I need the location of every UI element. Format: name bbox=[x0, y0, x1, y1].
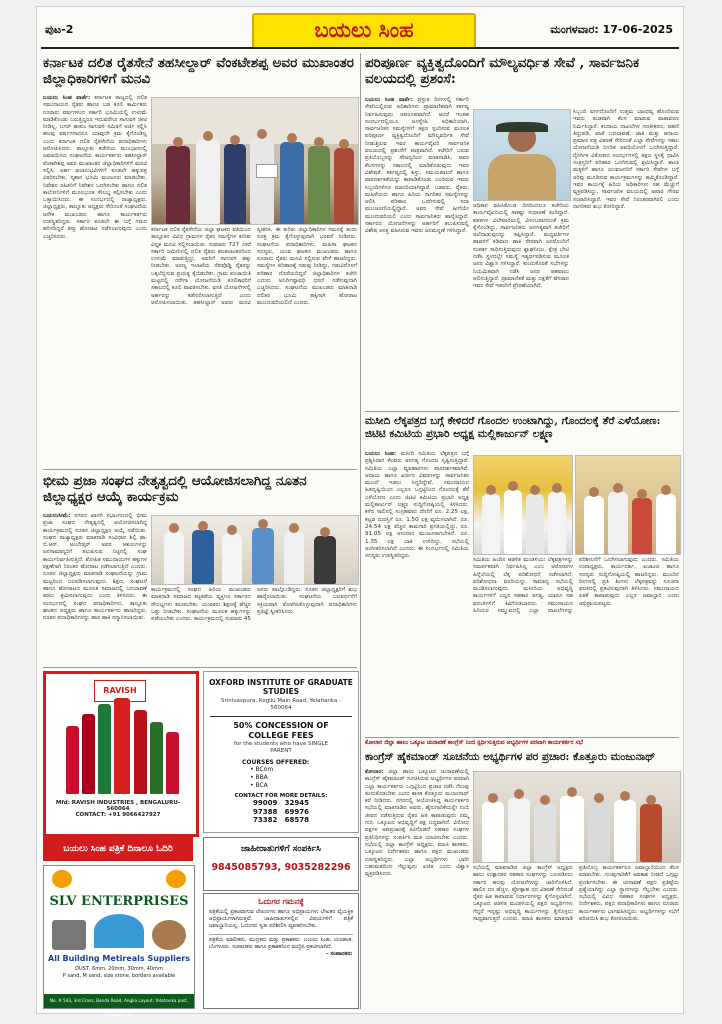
article-headline: ಕಾಂಗ್ರೆಸ್ ಹೈಕಮಾಂಡ್ ಸೂಚನೆಯ ಅಭ್ಯರ್ಥಿಗಳ ಪರ ಪ್ರಚಾರ: ಕೊತ್ತೂರು ಮಂಜುನಾಥ್ bbox=[365, 751, 656, 763]
article-headline: ಮಸೀದಿ ಲೆಕ್ಕಪತ್ರದ ಬಗ್ಗೆ ಕೇಳಿದರೆ ಗೊಂದಲ ಉಂಟಾಗಿದ್ದು, ಗೊಂದಲಕ್ಕೆ ತೆರೆ ಎಳೆಯೋಣ: ಜಿಟಿಟಿ ಕಮಿಟಿಯ ಪ್ರಭಾರಿ ಅಧ್ಯಕ್ಷ ಮಲ್ಲಿಕಾರ್ಜುನ್ ಲಕ್ಷ್ಮಣ bbox=[365, 415, 661, 440]
ravish-contact: CONTACT: +91 9066427927 bbox=[75, 812, 161, 818]
om-icon bbox=[52, 870, 72, 888]
article-headline: ಭೀಮ ಪ್ರಜಾ ಸಂಘದ ನೇತೃತ್ವದಲ್ಲಿ ಆಯೋಜಿಸಲಾಗಿದ್ದ ನೂತನ ಜಿಲ್ಲಾಧ್ಯಕ್ಷರ ಆಯ್ಕೆ ಕಾರ್ಯಕ್ರಮ bbox=[43, 473, 307, 506]
product-bottle-icon bbox=[166, 732, 179, 794]
masthead bbox=[37, 13, 683, 47]
article-text: ಕರ್ನಾಟಕ ರಾಜ್ಯದಲ್ಲಿ ದಲಿತ ಸಮುದಾಯದ ರೈತರು ಹಾಗೂ ಬಡ ಕೂಲಿ ಕಾರ್ಮಿಕರು ನೂರಾರು ವರ್ಷಗಳಿಂದ ಸರ್ಕಾರಿ ಭೂಮಿಯಲ್ಲಿ ಉಳುಮೆ ಮಾಡಿಕೊಂಡು ಬರುತ್ತಿದ್ದರೂ ಇದುವರೆಗೂ ಸಾಗುವಳಿ ಚೀಟಿ ನೀಡಿಲ್ಲ. ಬಗರ್ ಹುಕುಂ ಸಾಗುವಳಿ ಸಮಿತಿಗೆ ಅರ್ಜಿ ಸಲ್ಲಿಸಿ ಹಲವು ವರ್ಷಗಳಾದರೂ ಯಾವುದೇ ಕ್ರಮ ಕೈಗೊಂಡಿಲ್ಲ ಎಂದು ಕರ್ನಾಟಕ ದಲಿತ ರೈತಸೇನೆಯ ಪದಾಧಿಕಾರಿಗಳು ಆರೋಪಿಸಿದರು. ತಾಲ್ಲೂಕು ಕಚೇರಿಯ ಮುಂಭಾಗದಲ್ಲಿ ಜಮಾಯಿಸಿದ ಸಂಘಟನೆಯ ಕಾರ್ಯಕರ್ತರು ತಹಸೀಲ್ದಾರ್ ವೆಂಕಟೇಶಪ್ಪ ಅವರ ಮುಖಾಂತರ ಜಿಲ್ಲಾಧಿಕಾರಿಗಳಿಗೆ ಮನವಿ ಸಲ್ಲಿಸಿ, ಅರ್ಹ ಫಲಾನುಭವಿಗಳಿಗೆ ಕೂಡಲೇ ಹಕ್ಕುಪತ್ರ ವಿತರಿಸಬೇಕು, ಸ್ಮಶಾನ ಭೂಮಿ ಮಂಜೂರು ಮಾಡಬೇಕು, ನಿವೇಶನ ರಹಿತರಿಗೆ ನಿವೇಶನ ಒದಗಿಸಬೇಕು ಹಾಗೂ ದಲಿತ ಕಾಲೋನಿಗಳಿಗೆ ಮೂಲಭೂತ ಸೌಲಭ್ಯ ಕಲ್ಪಿಸಬೇಕು ಎಂದು ಒತ್ತಾಯಿಸಿದರು. ಈ ಸಂದರ್ಭದಲ್ಲಿ ರಾಜ್ಯಾಧ್ಯಕ್ಷರು, ಜಿಲ್ಲಾಧ್ಯಕ್ಷರು, ತಾಲ್ಲೂಕು ಅಧ್ಯಕ್ಷರು ಸೇರಿದಂತೆ ಸಂಘಟನೆಯ ಅನೇಕ ಮುಖಂಡರು ಹಾಗೂ ಕಾರ್ಯಕರ್ತರು ಉಪಸ್ಥಿತರಿದ್ದರು. ಸರ್ಕಾರ ಕೂಡಲೇ ಈ ಬಗ್ಗೆ ಗಮನ ಹರಿಸದಿದ್ದರೆ ತೀವ್ರ ಹೋರಾಟ ನಡೆಸಲಾಗುವುದು ಎಂದು ಎಚ್ಚರಿಸಿದರು. bbox=[43, 95, 147, 240]
slv-items: DUST, 6mm, 20mm, 30mm, 40mm bbox=[75, 966, 163, 972]
article-body bbox=[365, 769, 469, 1009]
column-divider bbox=[360, 53, 361, 1009]
article-text: ನಗರದ ಖಾಸಗಿ ಸಭಾಂಗಣದಲ್ಲಿ ಭೀಮ ಪ್ರಜಾ ಸಂಘದ ನೇತೃತ್ವದಲ್ಲಿ ಆಯೋಜಿಸಲಾಗಿದ್ದ ಕಾರ್ಯಕ್ರಮದಲ್ಲಿ ನೂತನ ಜಿಲ್ಲಾಧ್ಯಕ್ಷರ ಆಯ್ಕೆ ನಡೆಯಿತು. ಸಂಘದ ರಾಜ್ಯಾಧ್ಯಕ್ಷರು ಮಾತನಾಡಿ ಸಂವಿಧಾನ ಶಿಲ್ಪಿ ಡಾ. ಬಿ.ಆರ್. ಅಂಬೇಡ್ಕರ್ ಅವರ ಆಶಯಗಳನ್ನು ಜನಸಾಮಾನ್ಯರಿಗೆ ತಲುಪಿಸುವ ನಿಟ್ಟಿನಲ್ಲಿ ಸಂಘ ಕಾರ್ಯನಿರ್ವಹಿಸುತ್ತಿದೆ. ಶೋಷಿತ ಸಮುದಾಯಗಳ ಹಕ್ಕುಗಳ ರಕ್ಷಣೆಗಾಗಿ ನಿರಂತರ ಹೋರಾಟ ನಡೆಸಲಾಗುತ್ತಿದೆ ಎಂದರು. ನೂತನ ಜಿಲ್ಲಾಧ್ಯಕ್ಷರು ಮಾತನಾಡಿ ಸಂಘಟನೆಯನ್ನು ಗ್ರಾಮ ಮಟ್ಟದಿಂದ ಬಲಪಡಿಸಲಾಗುವುದು. ಶಿಕ್ಷಣ, ಸಂಘಟನೆ ಹಾಗೂ ಹೋರಾಟದ ಮೂಲಕ ಸಮಾಜದಲ್ಲಿ ಬದಲಾವಣೆ ತರಲು ಶ್ರಮಿಸಲಾಗುವುದು ಎಂದು ತಿಳಿಸಿದರು. ಈ ಸಂದರ್ಭದಲ್ಲಿ ಸಂಘದ ಪದಾಧಿಕಾರಿಗಳು, ತಾಲ್ಲೂಕು ಘಟಕದ ಅಧ್ಯಕ್ಷರು ಹಾಗೂ ಕಾರ್ಯಕರ್ತರು ಹಾಜರಿದ್ದರು. ನೂತನ ಪದಾಧಿಕಾರಿಗಳನ್ನು ಹಾರ ಹಾಕಿ ಸನ್ಮಾನಿಸಲಾಯಿತು. bbox=[43, 513, 148, 622]
product-bottle-icon bbox=[82, 714, 95, 794]
article-dateline: ಬಯಲುಸೀಮೆ: bbox=[43, 513, 71, 519]
article-body-continued: ಕರ್ನಾಟಕ ದಲಿತ ರೈತಸೇನೆಯ ಜಿಲ್ಲಾ ಘಟಕದ ವತಿಯಿಂದ ತಾಲ್ಲೂಕಿನ ವಿವಿಧ ಗ್ರಾಮಗಳ ರೈತರ ಸಮಸ್ಯೆಗಳ ಕುರಿತು ವಿಸ್ತೃತ ಮನವಿ ಸಲ್ಲಿಸಲಾಯಿತು. ಸುಮಾರು 727 ಎಕರೆ ಸರ್ಕಾರಿ ಜಮೀನಿನಲ್ಲಿ ದಲಿತ ರೈತರು ತಲತಲಾಂತರದಿಂದ ಉಳುಮೆ ಮಾಡುತ್ತಿದ್ದು, ಅವರಿಗೆ ಸಾಗುವಳಿ ಹಕ್ಕು ನೀಡಬೇಕು. ಅರಣ್ಯ ಇಲಾಖೆಯ ನೆಪವೊಡ್ಡಿ ರೈತರನ್ನು ಒಕ್ಕಲೆಬ್ಬಿಸುವ ಪ್ರಯತ್ನ ಕೈಬಿಡಬೇಕು. ಗ್ರಾಮ ಪಂಚಾಯಿತಿ ಮಟ್ಟದಲ್ಲಿ ನರೇಗಾ ಯೋಜನೆಯಡಿ ಕೂಲಿಕಾರರಿಗೆ ಸಕಾಲದಲ್ಲಿ ಕೂಲಿ ಪಾವತಿಸಬೇಕು. ವಸತಿ ಯೋಜನೆಗಳಲ್ಲಿ ಅರ್ಹರನ್ನು ಕಡೆಗಣಿಸಲಾಗುತ್ತಿದೆ ಎಂದು ಆರೋಪಿಸಲಾಯಿತು. ತಹಸೀಲ್ದಾರ್ ಅವರು ಮನವಿ ಸ್ವೀಕರಿಸಿ, ಈ ಕುರಿತು ಜಿಲ್ಲಾಧಿಕಾರಿಗಳ ಗಮನಕ್ಕೆ ತಂದು ಸೂಕ್ತ ಕ್ರಮ ಕೈಗೊಳ್ಳುವುದಾಗಿ ಭರವಸೆ ನೀಡಿದರು. ಸಂಘಟನೆಯ ಪದಾಧಿಕಾರಿಗಳು, ಮಹಿಳಾ ಘಟಕದ ಸದಸ್ಯರು, ಯುವ ಘಟಕದ ಮುಖಂಡರು ಹಾಗೂ ನೂರಾರು ರೈತರು ಮನವಿ ಸಲ್ಲಿಸುವ ವೇಳೆ ಹಾಜರಿದ್ದರು. ಸಮಸ್ಯೆಗಳ ಪರಿಹಾರಕ್ಕೆ ಗಡುವು ನೀಡಿದ್ದು, ಗಡುವಿನೊಳಗೆ ಪರಿಹಾರ ದೊರೆಯದಿದ್ದರೆ ಜಿಲ್ಲಾಧಿಕಾರಿಗಳ ಕಚೇರಿ ಎದುರು ಅನಿರ್ದಿಷ್ಟಾವಧಿ ಧರಣಿ ನಡೆಸುವುದಾಗಿ ಎಚ್ಚರಿಸಿದರು. ಸಂಘಟನೆಯ ಮುಖಂಡರು ಮಾತನಾಡಿ ದಲಿತರ ಭೂಮಿ ಹಕ್ಕಿಗಾಗಿ ಹೋರಾಟ ಮುಂದುವರಿಯಲಿದೆ ಎಂದರು. bbox=[151, 227, 357, 306]
officer-portrait bbox=[473, 109, 571, 201]
page-number: ಪುಟ-2 bbox=[45, 23, 74, 36]
article-dateline: ಕೋಲಾರ: bbox=[365, 769, 384, 775]
offer-headline: 50% CONCESSION OF COLLEGE FEES bbox=[233, 721, 329, 740]
readers-notice bbox=[203, 893, 359, 1009]
newspaper-title: ಬಯಲು ಸಿಂಹ bbox=[252, 13, 476, 49]
article-kicker: ಕೋಲಾರ ಜಿಲ್ಲಾ ಹಾಲು ಒಕ್ಕೂಟ ಚುನಾವಣೆ ಕಾಂಗ್ರೆಸ್ ನಿಂದ ಸ್ಪರ್ಧಿಸುತ್ತಿರುವ ಅಭ್ಯರ್ಥಿಗಳ ಪರವಾಗಿ ಕಾರ್ಯಕರ್ತರ ಸಭೆ bbox=[365, 740, 583, 746]
institute-name: OXFORD INSTITUTE OF GRADUATE STUDIES bbox=[209, 678, 353, 696]
article-body bbox=[43, 513, 147, 663]
article-text: ಮಸೀದಿ ಸಮಿತಿಯ ಲೆಕ್ಕಪತ್ರದ ಬಗ್ಗೆ ಪ್ರಶ್ನಿಸಿದಾಗ ಕೆಲವರು ಅನಗತ್ಯ ಗೊಂದಲ ಸೃಷ್ಟಿಸುತ್ತಿದ್ದಾರೆ. ಸಮಿತಿಯ ಎಲ್ಲಾ ವ್ಯವಹಾರಗಳು ಪಾರದರ್ಶಕವಾಗಿವೆ. ಆದಾಯ ಹಾಗೂ ಖರ್ಚಿನ ವಿವರಗಳನ್ನು ಸಾರ್ವಜನಿಕರ ಮುಂದೆ ಇಡಲು ಸಿದ್ಧರಿದ್ದೇವೆ. ಸಮುದಾಯದ ಹಿತದೃಷ್ಟಿಯಿಂದ ಎಲ್ಲರೂ ಒಗ್ಗಟ್ಟಿನಿಂದ ಗೊಂದಲಕ್ಕೆ ತೆರೆ ಎಳೆಯೋಣ ಎಂದು ಜಿಟಿಟಿ ಕಮಿಟಿಯ ಪ್ರಭಾರಿ ಅಧ್ಯಕ್ಷ ಮಲ್ಲಿಕಾರ್ಜುನ್ ಲಕ್ಷ್ಮಣ ಸುದ್ದಿಗೋಷ್ಠಿಯಲ್ಲಿ ತಿಳಿಸಿದರು. ಕಳೆದ ಸಾಲಿನಲ್ಲಿ ಸಂಗ್ರಹವಾದ ದೇಣಿಗೆ ರೂ. 2.25 ಲಕ್ಷ, ಕಟ್ಟಡ ದುರಸ್ತಿಗೆ ರೂ. 1.50 ಲಕ್ಷ ವ್ಯಯಿಸಲಾಗಿದೆ. ರೂ. 24.54 ಲಕ್ಷ ವೆಚ್ಚದ ಕಾಮಗಾರಿ ಪ್ರಗತಿಯಲ್ಲಿದ್ದು, ರೂ. 91.05 ಲಕ್ಷ ಅನುದಾನ ಮಂಜೂರಾಗಬೇಕಿದೆ. ರೂ. 1.35 ಲಕ್ಷ ಬಾಕಿ ಉಳಿದಿದ್ದು, ಸಭೆಯಲ್ಲಿ ಅಂಗೀಕರಿಸಲಾಗಿದೆ ಎಂದರು. ಈ ಸಂದರ್ಭದಲ್ಲಿ ಸಮಿತಿಯ ಸದಸ್ಯರು ಉಪಸ್ಥಿತರಿದ್ದರು. bbox=[365, 451, 469, 560]
subscribe-banner: ಬಯಲು ಸಿಂಹ ಪತ್ರಿಕೆ ದಿನಾಲೂ ಓದಿರಿ bbox=[43, 837, 193, 861]
section-divider bbox=[43, 667, 357, 668]
article-text: ಜಿಲ್ಲಾ ಹಾಲು ಒಕ್ಕೂಟದ ಚುನಾವಣೆಯಲ್ಲಿ ಕಾಂಗ್ರೆಸ್ ಹೈಕಮಾಂಡ್ ಸೂಚಿಸಿರುವ ಅಭ್ಯರ್ಥಿಗಳ ಪರವಾಗಿ ಎಲ್ಲಾ ಕಾರ್ಯಕರ್ತರು ಒಗ್ಗಟ್ಟಿನಿಂದ ಪ್ರಚಾರ ನಡೆಸಿ ಗೆಲುವು ತಂದುಕೊಡಬೇಕು ಎಂದು ಶಾಸಕ ಕೊತ್ತೂರು ಮಂಜುನಾಥ್ ಕರೆ ನೀಡಿದರು. ನಗರದಲ್ಲಿ ಆಯೋಜಿಸಿದ್ದ ಕಾರ್ಯಕರ್ತರ ಸಭೆಯಲ್ಲಿ ಮಾತನಾಡಿದ ಅವರು, ಹೈನುಗಾರಿಕೆಯನ್ನೇ ನಂಬಿ ಜೀವನ ನಡೆಸುತ್ತಿರುವ ರೈತರ ಹಿತ ಕಾಪಾಡುವುದು ನಮ್ಮ ಗುರಿ. ಒಕ್ಕೂಟದ ಅಭಿವೃದ್ಧಿಗೆ ಪಕ್ಷ ಬದ್ಧವಾಗಿದೆ. ವಿರೋಧ ಪಕ್ಷಗಳ ಅಪಪ್ರಚಾರಕ್ಕೆ ಕಿವಿಗೊಡದೆ ಸಹಕಾರ ಸಂಘಗಳ ಪ್ರತಿನಿಧಿಗಳನ್ನು ಸಂಪರ್ಕಿಸಿ ಮತ ಯಾಚಿಸಬೇಕು ಎಂದರು. ಸಭೆಯಲ್ಲಿ ಜಿಲ್ಲಾ ಕಾಂಗ್ರೆಸ್ ಅಧ್ಯಕ್ಷರು, ಮಾಜಿ ಶಾಸಕರು, ಒಕ್ಕೂಟದ ನಿರ್ದೇಶಕರು ಹಾಗೂ ಪಕ್ಷದ ಮುಖಂಡರು ಉಪಸ್ಥಿತರಿದ್ದರು. ಎಲ್ಲಾ ಅಭ್ಯರ್ಥಿಗಳು ಭಾರೀ ಬಹುಮತದಿಂದ ಗೆಲ್ಲುವುದು ಖಚಿತ ಎಂದು ವಿಶ್ವಾಸ ವ್ಯಕ್ತಪಡಿಸಿದರು. bbox=[365, 769, 469, 878]
article-dateline: ಬಯಲು ಸಿಂಹ ವಾರ್ತೆ: bbox=[365, 97, 413, 103]
notice-title: ಓದುಗರ ಗಮನಕ್ಕೆ bbox=[258, 897, 304, 906]
phone-part: 73382 bbox=[252, 816, 278, 824]
slv-advertisement bbox=[43, 865, 195, 1017]
offer-subtext: for the students who have SINGLE PARENT bbox=[233, 741, 329, 754]
product-bottle-icon bbox=[66, 726, 79, 794]
phone-part: 97388 bbox=[252, 807, 278, 816]
contact-title: CONTACT FOR MORE DETAILS: bbox=[234, 793, 328, 799]
product-bottle-icon bbox=[98, 704, 111, 794]
issue-date: ಮಂಗಳವಾರ: 17-06-2025 bbox=[550, 23, 673, 36]
ravish-logo: RAVISH bbox=[94, 680, 146, 702]
ravish-advertisement bbox=[43, 671, 199, 837]
ad-contact-phones: 9845085793, 9035282296 bbox=[211, 862, 351, 873]
article-photo bbox=[151, 515, 359, 585]
newspaper-page bbox=[36, 6, 684, 1017]
course-item: • BCA bbox=[250, 782, 268, 789]
section-divider bbox=[365, 411, 679, 412]
slv-address: No. # 543, 3rd Cross, Banda Road, Anglia Layout, Yelahanka post, Bangalore-64 bbox=[44, 994, 194, 1008]
article-dateline: ಬಯಲು ಸಿಂಹ: bbox=[365, 451, 397, 457]
ad-contact-title: ಜಾಹೀರಾತುಗಳಿಗೆ ಸಂಪರ್ಕಿಸಿ bbox=[241, 844, 321, 854]
masthead-rule bbox=[41, 47, 679, 49]
slv-tagline: All Building Metireals Suppliers bbox=[48, 954, 190, 963]
section-divider bbox=[43, 469, 357, 470]
article-headline: ಕರ್ನಾಟಕ ದಲಿತ ರೈತಸೇನೆ ತಹಸೀಲ್ದಾರ್ ವೆಂಕಟೇಶಪ್ಪ ಅವರ ಮುಖಾಂತರ ಜಿಲ್ಲಾಧಿಕಾರಿಗಳಿಗೆ ಮನವಿ bbox=[43, 55, 354, 88]
notice-body: ಪತ್ರಿಕೆಯಲ್ಲಿ ಪ್ರಕಟವಾಗುವ ಲೇಖನಗಳು ಹಾಗೂ ಅಭಿಪ್ರಾಯಗಳು ಲೇಖಕರ ವೈಯಕ್ತಿಕ ಅಭಿಪ್ರಾಯಗಳಾಗಿರುತ್ತವೆ. ಜಾಹೀರಾತುಗಳಲ್ಲಿನ ವಿಷಯಗಳಿಗೆ ಪತ್ರಿಕೆ ಜವಾಬ್ದಾರಿಯಲ್ಲ. ಓದುಗರು ಸ್ವತಃ ಪರಿಶೀಲಿಸಿ ವ್ಯವಹರಿಸಬೇಕು. bbox=[209, 909, 353, 929]
article-photo bbox=[473, 455, 573, 555]
article-body bbox=[43, 95, 147, 465]
house-icon bbox=[94, 914, 144, 948]
article-body-continued: ಅಧಿಕಾರ ವಹಿಸಿಕೊಂಡ ದಿನದಿಂದಲೂ ಕಚೇರಿಯ ಕಾರ್ಯವೈಖರಿಯಲ್ಲಿ ಸಾಕಷ್ಟು ಸುಧಾರಣೆ ತಂದಿದ್ದಾರೆ. ಕಡತಗಳ ವಿಲೇವಾರಿಯಲ್ಲಿ ವಿಳಂಬವಾಗದಂತೆ ಕ್ರಮ ಕೈಗೊಂಡಿದ್ದು, ಸಾರ್ವಜನಿಕರು ಅನಗತ್ಯವಾಗಿ ಕಚೇರಿಗೆ ಅಲೆದಾಡುವುದನ್ನು ತಪ್ಪಿಸಿದ್ದಾರೆ. ಮಧ್ಯವರ್ತಿಗಳ ಹಾವಳಿಗೆ ಕಡಿವಾಣ ಹಾಕಿ ನೇರವಾಗಿ ಜನರೊಂದಿಗೆ ಸಂಪರ್ಕ ಸಾಧಿಸುತ್ತಿರುವುದು ಶ್ಲಾಘನೀಯ. ಕ್ಷೇತ್ರ ಭೇಟಿ ನಡೆಸಿ ಸ್ಥಳದಲ್ಲೇ ಸಮಸ್ಯೆ ಇತ್ಯರ್ಥಪಡಿಸುವ ಮೂಲಕ ಜನರ ವಿಶ್ವಾಸ ಗಳಿಸಿದ್ದಾರೆ. ಕುಂದುಕೊರತೆ ಸಭೆಗಳನ್ನು ನಿಯಮಿತವಾಗಿ ನಡೆಸಿ ಜನರ ಅಹವಾಲು ಆಲಿಸುತ್ತಿದ್ದಾರೆ. ಪ್ರಾಮಾಣಿಕತೆ ಮತ್ತು ದಕ್ಷತೆಗೆ ಹೆಸರಾದ ಇವರ ಸೇವೆ ಇತರರಿಗೆ ಪ್ರೇರಣೆಯಾಗಿದೆ. bbox=[473, 203, 569, 290]
article-photo bbox=[473, 771, 681, 863]
course-item: • BBA bbox=[250, 774, 268, 781]
article-body-continued: ಸಮಿತಿಯ ಹಿಂದಿನ ಆಡಳಿತ ಮಂಡಳಿಯು ಲೆಕ್ಕಪತ್ರಗಳನ್ನು ಸಮರ್ಪಕವಾಗಿ ನಿರ್ವಹಿಸಿಲ್ಲ ಎಂಬ ಆರೋಪಗಳ ಹಿನ್ನೆಲೆಯಲ್ಲಿ ಲೆಕ್ಕ ಪರಿಶೋಧನೆ ನಡೆಸಲಾಗಿದೆ. ಪರಿಶೋಧನಾ ವರದಿಯನ್ನು ಸಾಮಾನ್ಯ ಸಭೆಯಲ್ಲಿ ಮಂಡಿಸಲಾಗುವುದು. ಮಸೀದಿಯ ಅಭಿವೃದ್ಧಿ ಕಾರ್ಯಗಳಿಗೆ ಎಲ್ಲರ ಸಹಕಾರ ಅಗತ್ಯ. ಯಾರೂ ಸಹ ವದಂತಿಗಳಿಗೆ ಕಿವಿಗೊಡಬಾರದು. ಸಮುದಾಯದ ಹಿರಿಯರ ಸಮ್ಮುಖದಲ್ಲಿ ಎಲ್ಲಾ ದಾಖಲೆಗಳನ್ನು ಪರಿಶೀಲನೆಗೆ ಒದಗಿಸಲಾಗುವುದು ಎಂದರು. ಸಮಿತಿಯ ಉಪಾಧ್ಯಕ್ಷರು, ಕಾರ್ಯದರ್ಶಿ, ಖಜಾಂಚಿ ಹಾಗೂ ಸದಸ್ಯರು ಸುದ್ದಿಗೋಷ್ಠಿಯಲ್ಲಿ ಹಾಜರಿದ್ದರು. ಮುಂದಿನ ದಿನಗಳಲ್ಲಿ ಪ್ರತಿ ತಿಂಗಳು ಲೆಕ್ಕಪತ್ರವನ್ನು ಸೂಚನಾ ಫಲಕದಲ್ಲಿ ಪ್ರಕಟಿಸುವುದಾಗಿ ತಿಳಿಸಿದರು. ಸಮುದಾಯದ ಏಕತೆ ಕಾಪಾಡುವುದು ಎಲ್ಲರ ಜವಾಬ್ದಾರಿ ಎಂದು ಅಭಿಪ್ರಾಯಪಟ್ಟರು. bbox=[473, 557, 679, 615]
product-bottle-icon bbox=[150, 722, 163, 794]
product-bottle-icon bbox=[134, 710, 147, 794]
phone-part: 68578 bbox=[284, 816, 310, 824]
article-photo bbox=[151, 97, 359, 225]
article-body-continued: ಕಾರ್ಯಕ್ರಮದಲ್ಲಿ ಸಂಘದ ಹಿರಿಯ ಮುಖಂಡರು ಮಾತನಾಡಿ ಸಮಾಜದ ಕಟ್ಟಕಡೆಯ ವ್ಯಕ್ತಿಗೂ ಸರ್ಕಾರದ ಸೌಲಭ್ಯಗಳು ತಲುಪಬೇಕು. ಯುವಕರು ಶಿಕ್ಷಣಕ್ಕೆ ಹೆಚ್ಚಿನ ಒತ್ತು ನೀಡಬೇಕು. ಸಂಘಟನೆಯ ಮೂಲಕ ಹಕ್ಕುಗಳನ್ನು ಪಡೆಯಬೇಕು ಎಂದರು. ಕಾರ್ಯಕ್ರಮದಲ್ಲಿ ಸುಮಾರು 45 ಜನರು ಪಾಲ್ಗೊಂಡಿದ್ದರು. ನೂತನ ಜಿಲ್ಲಾಧ್ಯಕ್ಷರಿಗೆ ಶುಭ ಹಾರೈಸಲಾಯಿತು. ಸಂಘಟನೆಯ ಬಲವರ್ಧನೆಗೆ ಸಕ್ರಿಯವಾಗಿ ತೊಡಗಿಸಿಕೊಳ್ಳುವುದಾಗಿ ಪದಾಧಿಕಾರಿಗಳು ಪ್ರತಿಜ್ಞೆ ಸ್ವೀಕರಿಸಿದರು. bbox=[151, 587, 357, 623]
course-item: • BCom bbox=[250, 766, 274, 773]
phone-part: 32945 bbox=[284, 799, 310, 807]
article-body-continued: ಸಭೆಯಲ್ಲಿ ಮಾತನಾಡಿದ ಜಿಲ್ಲಾ ಕಾಂಗ್ರೆಸ್ ಅಧ್ಯಕ್ಷರು ಹಾಲು ಉತ್ಪಾದಕರ ಸಹಕಾರ ಸಂಘಗಳನ್ನು ಬಲಪಡಿಸಲು ಸರ್ಕಾರ ಹಲವು ಯೋಜನೆಗಳನ್ನು ಜಾರಿಗೊಳಿಸಿದೆ. ಹಾಲಿನ ದರ ಹೆಚ್ಚಳ, ಪ್ರೋತ್ಸಾಹ ಧನ ವಿತರಣೆ ಸೇರಿದಂತೆ ರೈತರ ಹಿತ ಕಾಪಾಡುವ ನಿರ್ಧಾರಗಳನ್ನು ಕೈಗೊಳ್ಳಲಾಗಿದೆ. ಒಕ್ಕೂಟದ ಆಡಳಿತ ಮಂಡಳಿಯಲ್ಲಿ ಪಕ್ಷದ ಅಭ್ಯರ್ಥಿಗಳು ಗೆದ್ದರೆ ಇನ್ನಷ್ಟು ಅಭಿವೃದ್ಧಿ ಕಾರ್ಯಗಳನ್ನು ಕೈಗೊಳ್ಳಲು ಸಾಧ್ಯವಾಗುತ್ತದೆ ಎಂದರು. ಮಾಜಿ ಶಾಸಕರು ಮಾತನಾಡಿ ಪ್ರತಿಯೊಬ್ಬ ಕಾರ್ಯಕರ್ತರೂ ಜವಾಬ್ದಾರಿಯಿಂದ ಕೆಲಸ ಮಾಡಬೇಕು. ಗುಂಪುಗಾರಿಕೆಗೆ ಅವಕಾಶ ನೀಡದೆ ಒಗ್ಗಟ್ಟು ಪ್ರದರ್ಶಿಸಬೇಕು. ಈ ಚುನಾವಣೆ ಪಕ್ಷದ ಪ್ರತಿಷ್ಠೆಯ ಪ್ರಶ್ನೆಯಾಗಿದ್ದು ಎಲ್ಲಾ ಸ್ಥಾನಗಳನ್ನು ಗೆಲ್ಲಬೇಕು ಎಂದರು. ಸಭೆಯಲ್ಲಿ ವಿವಿಧ ಸಹಕಾರ ಸಂಘಗಳ ಅಧ್ಯಕ್ಷರು, ನಿರ್ದೇಶಕರು, ಪಕ್ಷದ ಪದಾಧಿಕಾರಿಗಳು ಹಾಗೂ ನೂರಾರು ಕಾರ್ಯಕರ್ತರು ಭಾಗವಹಿಸಿದ್ದರು. ಅಭ್ಯರ್ಥಿಗಳನ್ನು ಸಭೆಗೆ ಪರಿಚಯಿಸಿ ಶುಭ ಕೋರಲಾಯಿತು. bbox=[473, 865, 679, 923]
article-body bbox=[365, 451, 469, 733]
article-headline: ಪರಿಪೂರ್ಣ ವ್ಯಕ್ತಿತ್ವದೊಂದಿಗೆ ಮೌಲ್ಯವರ್ಧಿತ ಸೇವೆ , ಸಾರ್ವಜನಿಕ ವಲಯದಲ್ಲಿ ಪ್ರಶಂಸೆ: bbox=[365, 55, 640, 88]
courses-title: COURSES OFFERED: bbox=[242, 759, 310, 766]
ad-contact-box bbox=[203, 837, 359, 891]
phone-part: 99009 bbox=[252, 799, 278, 807]
phone-part: 69976 bbox=[284, 807, 310, 816]
om-icon bbox=[166, 870, 186, 888]
notice-footer: ಪತ್ರಿಕೆಯ ಮಾಲೀಕರು, ಮುದ್ರಕರು ಮತ್ತು ಪ್ರಕಾಶಕರು: ಬಯಲು ಸಿಂಹ, ಯಲಹಂಕ, ಬೆಂಗಳೂರು. ಸಂಪಾದಕರು ಹಾಗೂ ಪ್ರಕಾಶಕರಿಂದ ಮುದ್ರಿಸಿ ಪ್ರಕಟಿಸಲಾಗಿದೆ. bbox=[209, 937, 353, 950]
institute-address: Srinivaspura, Kogilu Main Road, Yelahanka - 560064 bbox=[221, 698, 341, 711]
section-divider bbox=[365, 737, 679, 738]
ravish-manufacturer: Mfd: RAVISH INDUSTRIES , BENGALURU-560064 bbox=[55, 800, 181, 812]
slv-items-2: P sand, M sand, size stone, borders available bbox=[62, 973, 176, 979]
article-body-continued: ಸಿಬ್ಬಂದಿ ವರ್ಗದೊಂದಿಗೆ ಉತ್ತಮ ಬಾಂಧವ್ಯ ಹೊಂದಿರುವ ಇವರು ತಂಡವಾಗಿ ಕೆಲಸ ಮಾಡುವ ವಾತಾವರಣ ನಿರ್ಮಿಸಿದ್ದಾರೆ. ಕಂದಾಯ ದಾಖಲೆಗಳ ಗಣಕೀಕರಣ, ಪಹಣಿ ತಿದ್ದುಪಡಿ, ಖಾತೆ ಬದಲಾವಣೆ, ಜಾತಿ ಮತ್ತು ಆದಾಯ ಪ್ರಮಾಣ ಪತ್ರ ವಿತರಣೆ ಸೇರಿದಂತೆ ಎಲ್ಲಾ ಸೇವೆಗಳನ್ನು ಸಕಾಲ ಯೋಜನೆಯಡಿ ನಿಗದಿತ ಅವಧಿಯೊಳಗೆ ಒದಗಿಸುತ್ತಿದ್ದಾರೆ. ನೈಸರ್ಗಿಕ ವಿಕೋಪದ ಸಂದರ್ಭಗಳಲ್ಲಿ ತಕ್ಷಣ ಸ್ಥಳಕ್ಕೆ ಧಾವಿಸಿ ಸಂತ್ರಸ್ತರಿಗೆ ಪರಿಹಾರ ಒದಗಿಸುವಲ್ಲಿ ಶ್ರಮಿಸಿದ್ದಾರೆ. ಶಾಲಾ ಮಕ್ಕಳಿಗೆ ಹಾಗೂ ಯುವಜನರಿಗೆ ಸರ್ಕಾರಿ ಸೇವೆಗಳ ಬಗ್ಗೆ ಅರಿವು ಮೂಡಿಸುವ ಕಾರ್ಯಕ್ರಮಗಳನ್ನು ಹಮ್ಮಿಕೊಂಡಿದ್ದಾರೆ. ಇವರ ಕಾರ್ಯಕ್ಕೆ ಹಿರಿಯ ಅಧಿಕಾರಿಗಳು ಸಹ ಮೆಚ್ಚುಗೆ ವ್ಯಕ್ತಪಡಿಸಿದ್ದು, ಸಾರ್ವಜನಿಕ ವಲಯದಲ್ಲಿ ಅಪಾರ ಗೌರವ ಸಂಪಾದಿಸಿದ್ದಾರೆ. ಇವರ ಸೇವೆ ನಿರಂತರವಾಗಿರಲಿ ಎಂದು ನಾಗರಿಕರು ಶುಭ ಕೋರಿದ್ದಾರೆ. bbox=[573, 109, 679, 210]
sand-pile-icon bbox=[152, 920, 186, 950]
article-photo bbox=[575, 455, 681, 555]
article-text: ಪ್ರಸ್ತುತ ದಿನಗಳಲ್ಲಿ ಸರ್ಕಾರಿ ಸೇವೆಯಲ್ಲಿರುವ ಅಧಿಕಾರಿಗಳು ಪ್ರಾಮಾಣಿಕವಾಗಿ ಕರ್ತವ್ಯ ನಿರ್ವಹಿಸುವುದು ಅಪರೂಪವಾಗಿದೆ. ಆದರೆ ಇಂತಹ ಸಂದರ್ಭದಲ್ಲಿಯೂ ಜನಸ್ನೇಹಿ ಅಧಿಕಾರಿಯಾಗಿ, ಸಾರ್ವಜನಿಕರ ಸಮಸ್ಯೆಗಳಿಗೆ ತಕ್ಷಣ ಸ್ಪಂದಿಸುವ ಮೂಲಕ ಪರಿಪೂರ್ಣ ವ್ಯಕ್ತಿತ್ವದೊಂದಿಗೆ ಮೌಲ್ಯವರ್ಧಿತ ಸೇವೆ ನೀಡುತ್ತಿರುವ ಇವರ ಕಾರ್ಯವೈಖರಿ ಸಾರ್ವಜನಿಕ ವಲಯದಲ್ಲಿ ಪ್ರಶಂಸೆಗೆ ಪಾತ್ರವಾಗಿದೆ. ಕಚೇರಿಗೆ ಬರುವ ಪ್ರತಿಯೊಬ್ಬರನ್ನು ಸೌಜನ್ಯದಿಂದ ಮಾತನಾಡಿಸಿ, ಅವರ ಕೆಲಸಗಳನ್ನು ಸಕಾಲದಲ್ಲಿ ಮಾಡಿಕೊಡುವುದು ಇವರ ವಿಶೇಷತೆ. ಕರ್ತವ್ಯದಲ್ಲಿ ಶಿಸ್ತು, ಸಮಯಪಾಲನೆ ಹಾಗೂ ಪಾರದರ್ಶಕತೆಯನ್ನು ಕಾಪಾಡಿಕೊಂಡು ಬಂದಿರುವ ಇವರು ಸಿಬ್ಬಂದಿಗಳಿಗೂ ಮಾದರಿಯಾಗಿದ್ದಾರೆ. ಬಡವರು, ರೈತರು, ಮಹಿಳೆಯರು ಹಾಗೂ ಹಿರಿಯ ನಾಗರಿಕರ ಸಮಸ್ಯೆಗಳನ್ನು ಆಲಿಸಿ ಪರಿಹಾರ ಒದಗಿಸುವಲ್ಲಿ ಸದಾ ಮುಂಚೂಣಿಯಲ್ಲಿದ್ದಾರೆ. ಅವರ ಸೇವೆ ಹೀಗೆಯೇ ಮುಂದುವರಿಯಲಿ ಎಂದು ಸಾರ್ವಜನಿಕರು ಹಾರೈಸಿದ್ದಾರೆ. ಸರ್ಕಾರದ ಯೋಜನೆಗಳನ್ನು ಅರ್ಹರಿಗೆ ತಲುಪಿಸುವಲ್ಲಿ ವಿಶೇಷ ಆಸಕ್ತಿ ವಹಿಸಿರುವ ಇವರು ಜನಮನ್ನಣೆ ಗಳಿಸಿದ್ದಾರೆ. bbox=[365, 97, 469, 235]
slv-name: SLV ENTERPRISES bbox=[49, 894, 189, 909]
article-dateline: ಬಯಲು ಸಿಂಹ ವಾರ್ತೆ: bbox=[43, 95, 91, 101]
notice-signature: - ಸಂಪಾದಕರು bbox=[326, 951, 352, 957]
oxford-advertisement bbox=[203, 671, 359, 833]
truck-icon bbox=[52, 920, 86, 950]
product-bottle-icon bbox=[114, 698, 130, 794]
article-body bbox=[365, 97, 469, 407]
